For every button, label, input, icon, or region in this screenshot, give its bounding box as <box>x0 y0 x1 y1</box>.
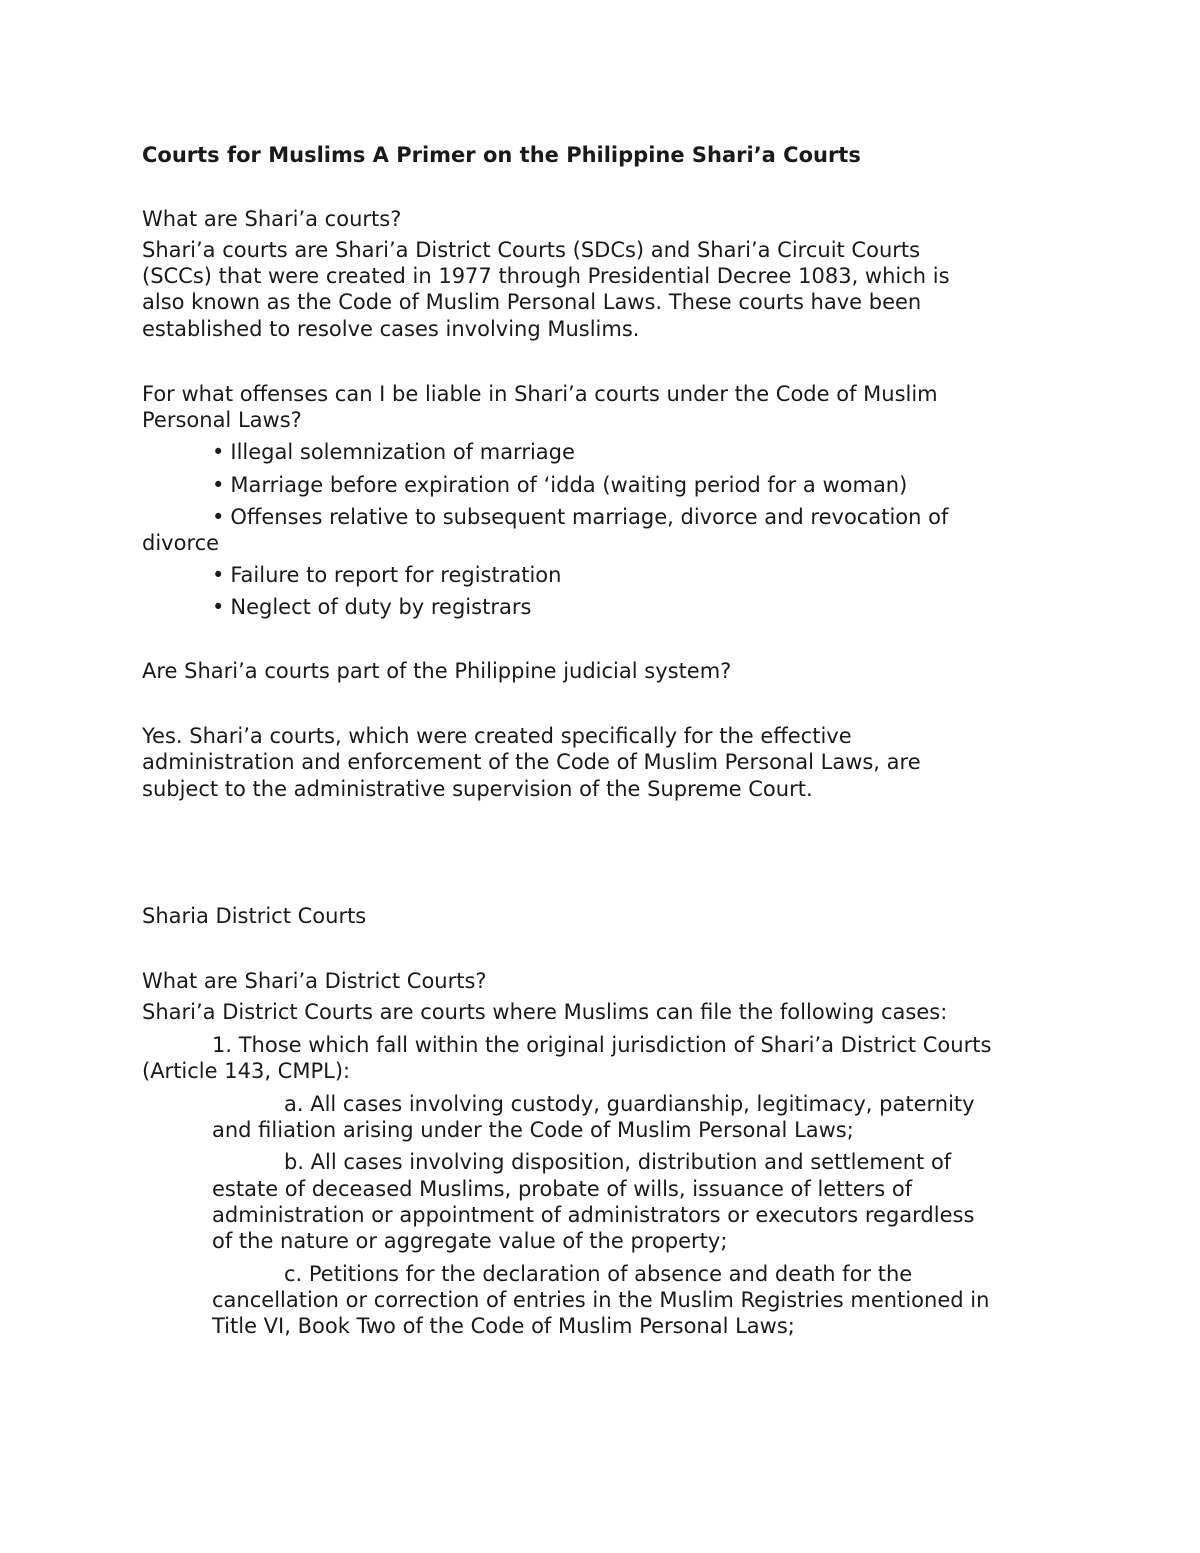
numbered-item-line: 1. Those which fall within the original jurisdiction of Shari’a District Courts <box>212 1033 992 1057</box>
sub-item-c-line: cancellation or correction of entries in the Muslim Registries mentioned in <box>212 1288 990 1312</box>
list-item <box>212 562 561 588</box>
intro-line: Shari’a District Courts are courts where Muslims can file the following cases: <box>142 1000 948 1024</box>
answer-line: established to resolve cases involving Muslims. <box>142 317 640 341</box>
answer-line: Yes. Shari’a courts, which were created specifically for the effective <box>142 724 852 748</box>
sub-item-b-line: administration or appointment of administrators or executors regardless <box>212 1203 975 1227</box>
list-item-text: Neglect of duty by registrars <box>230 595 532 619</box>
answer-line: also known as the Code of Muslim Personal Laws. These courts have been <box>142 290 922 314</box>
list-item <box>212 594 531 620</box>
bullet-icon: • <box>212 473 225 497</box>
question-offenses-line: For what offenses can I be liable in Shari’a courts under the Code of Muslim <box>142 382 938 406</box>
question-judicial-system: Are Shari’a courts part of the Philippine judicial system? <box>142 659 732 683</box>
sub-item-c-line: Title VI, Book Two of the Code of Muslim Personal Laws; <box>212 1314 795 1338</box>
answer-line: administration and enforcement of the Code of Muslim Personal Laws, are <box>142 750 921 774</box>
sub-item-c-line: c. Petitions for the declaration of absence and death for the <box>284 1262 913 1286</box>
sub-item-a-line: a. All cases involving custody, guardianship, legitimacy, paternity <box>284 1092 975 1116</box>
document-title: Courts for Muslims A Primer on the Philippine Shari’a Courts <box>142 143 861 167</box>
question-offenses-line: Personal Laws? <box>142 408 302 432</box>
list-item <box>212 439 575 465</box>
answer-line: subject to the administrative supervision of the Supreme Court. <box>142 777 813 801</box>
list-item-text: Offenses relative to subsequent marriage, divorce and revocation of <box>230 505 949 529</box>
list-item <box>212 504 948 530</box>
sub-item-b-line: b. All cases involving disposition, distribution and settlement of <box>284 1150 952 1174</box>
list-item-text: Illegal solemnization of marriage <box>230 440 575 464</box>
list-item <box>212 472 907 498</box>
list-item-text: Marriage before expiration of ‘idda (waiting period for a woman) <box>230 473 908 497</box>
bullet-icon: • <box>212 595 225 619</box>
sub-item-b-line: estate of deceased Muslims, probate of wills, issuance of letters of <box>212 1177 913 1201</box>
answer-line: (SCCs) that were created in 1977 through Presidential Decree 1083, which is <box>142 264 950 288</box>
bullet-icon: • <box>212 563 225 587</box>
answer-line: Shari’a courts are Shari’a District Courts (SDCs) and Shari’a Circuit Courts <box>142 238 921 262</box>
bullet-icon: • <box>212 505 225 529</box>
section-heading: Sharia District Courts <box>142 904 367 928</box>
sub-item-b-line: of the nature or aggregate value of the property; <box>212 1229 728 1253</box>
list-item-continuation: divorce <box>142 531 220 555</box>
sub-item-a-line: and filiation arising under the Code of Muslim Personal Laws; <box>212 1118 854 1142</box>
question-what-are-sharia-courts: What are Shari’a courts? <box>142 207 402 231</box>
question-district-courts: What are Shari’a District Courts? <box>142 969 487 993</box>
bullet-icon: • <box>212 440 225 464</box>
list-item-text: Failure to report for registration <box>230 563 562 587</box>
numbered-item-line: (Article 143, CMPL): <box>142 1059 351 1083</box>
